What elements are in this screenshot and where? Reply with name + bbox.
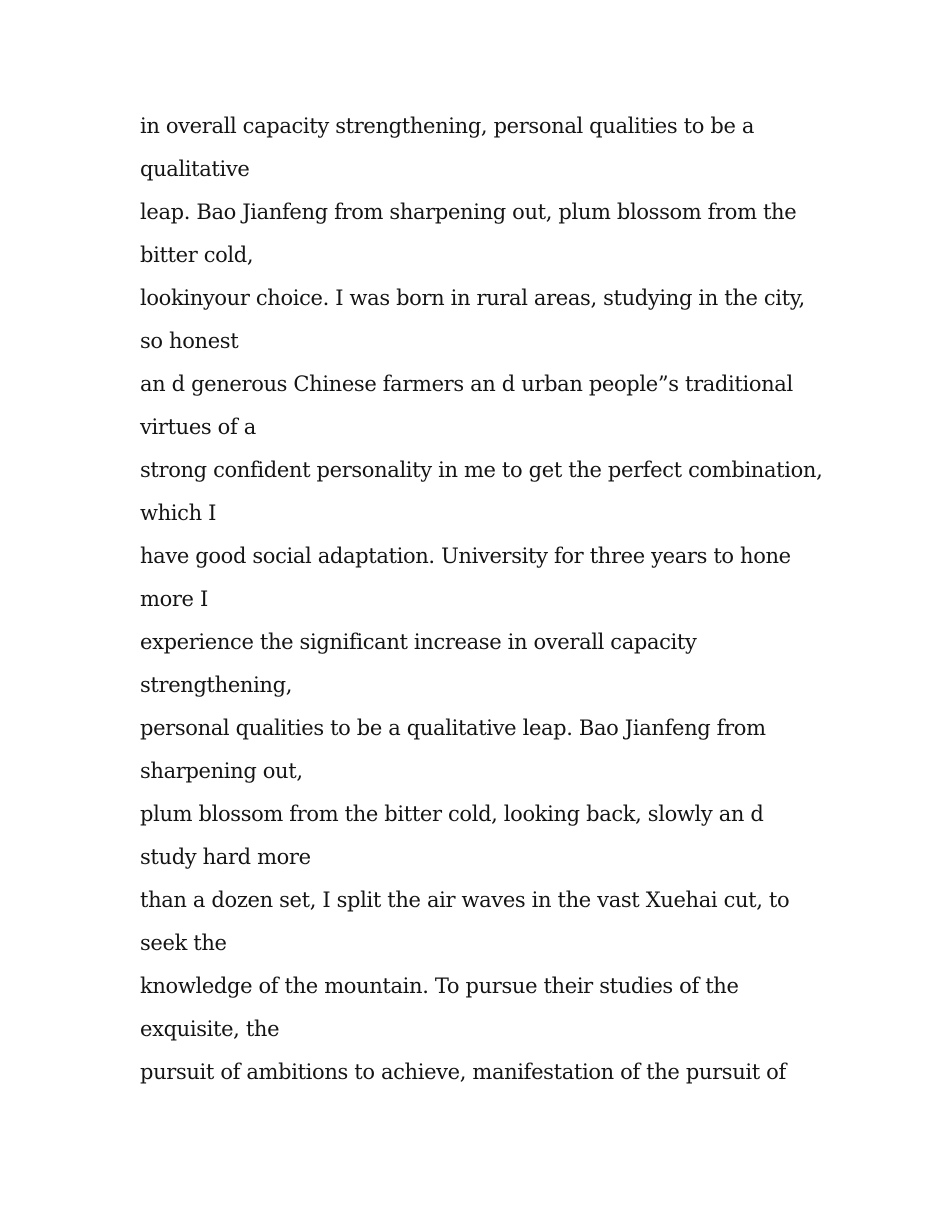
text-line: seek the <box>140 931 227 955</box>
text-line: pursuit of ambitions to achieve, manifestation of the pursuit of <box>140 1060 786 1084</box>
text-line: bitter cold, <box>140 243 254 267</box>
text-line: strengthening, <box>140 673 293 697</box>
text-line: have good social adaptation. University for three years to hone <box>140 544 791 568</box>
text-line: more I <box>140 587 208 611</box>
text-line: strong confident personality in me to get the perfect combination, <box>140 458 823 482</box>
text-line: in overall capacity strengthening, personal qualities to be a <box>140 114 755 138</box>
text-line: qualitative <box>140 157 250 181</box>
text-line: which I <box>140 501 217 525</box>
text-line: exquisite, the <box>140 1017 280 1041</box>
text-line: study hard more <box>140 845 311 869</box>
body-text <box>140 105 823 1094</box>
text-line: knowledge of the mountain. To pursue their studies of the <box>140 974 739 998</box>
text-line: leap. Bao Jianfeng from sharpening out, plum blossom from the <box>140 200 797 224</box>
text-line: an d generous Chinese farmers an d urban people”s traditional <box>140 372 793 396</box>
text-line: virtues of a <box>140 415 256 439</box>
text-line: than a dozen set, I split the air waves in the vast Xuehai cut, to <box>140 888 790 912</box>
text-line: experience the significant increase in overall capacity <box>140 630 697 654</box>
text-line: personal qualities to be a qualitative leap. Bao Jianfeng from <box>140 716 766 740</box>
text-line: sharpening out, <box>140 759 303 783</box>
text-line: so honest <box>140 329 239 353</box>
text-line: plum blossom from the bitter cold, looking back, slowly an d <box>140 802 764 826</box>
text-line: lookinyour choice. I was born in rural areas, studying in the city, <box>140 286 805 310</box>
